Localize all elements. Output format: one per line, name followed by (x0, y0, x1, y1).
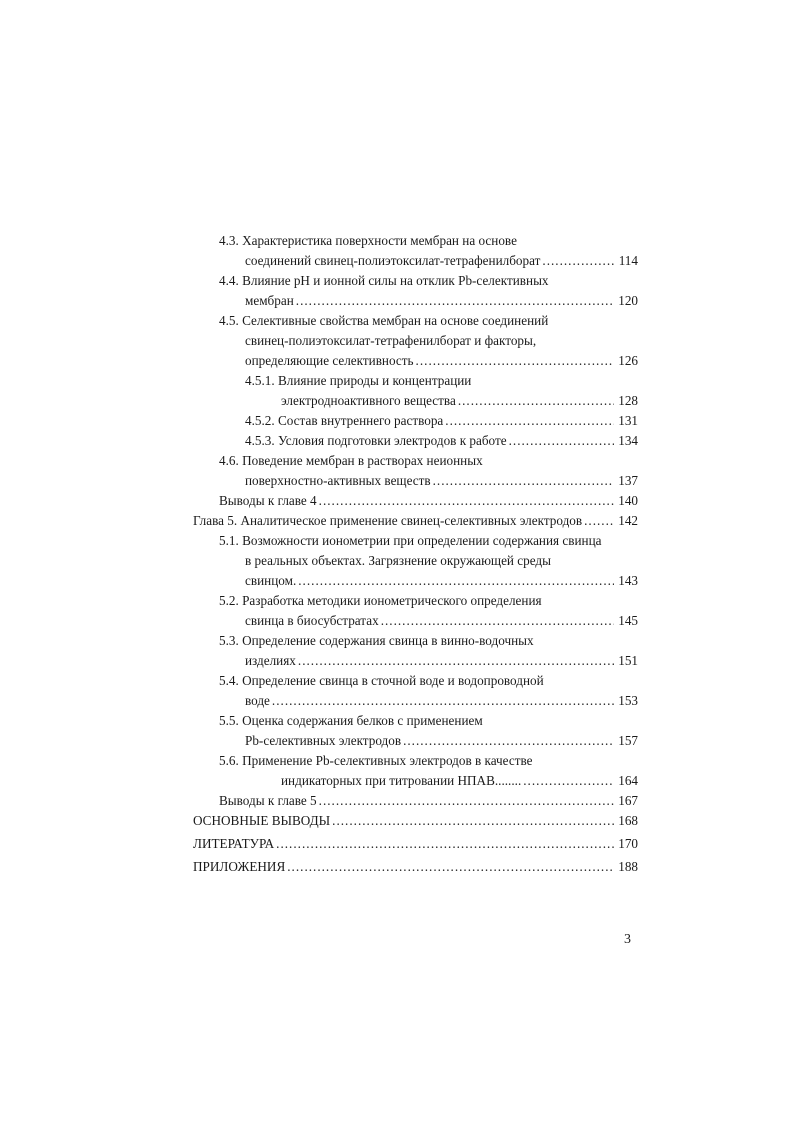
toc-entry (219, 491, 638, 511)
toc-page-number: 168 (618, 813, 638, 828)
toc-leader-dots (296, 291, 614, 311)
toc-entry-title: 4.6. Поведение мембран в растворах неионных (219, 453, 483, 468)
toc-entry (245, 251, 638, 271)
toc-entry-title: соединений свинец-полиэтоксилат-тетрафенилборат (245, 253, 541, 268)
toc-entry-title: ЛИТЕРАТУРА (193, 836, 275, 851)
toc-leader-dots (319, 491, 614, 511)
toc-page-number: 131 (618, 413, 638, 428)
toc-entry (219, 591, 542, 611)
toc-leader-dots (332, 811, 614, 831)
toc-entry (281, 771, 638, 791)
toc-entry (193, 857, 638, 877)
toc-entry-title: ОСНОВНЫЕ ВЫВОДЫ (193, 813, 331, 828)
toc-entry (245, 651, 638, 671)
toc-entry-title: свинца в биосубстратах (245, 613, 379, 628)
toc-entry (219, 231, 517, 251)
toc-entry (245, 691, 638, 711)
toc-leader-dots (319, 791, 614, 811)
toc-entry-title: 4.5.3. Условия подготовки электродов к работе (245, 433, 507, 448)
toc-page-number: 128 (618, 393, 638, 408)
toc-entry (245, 291, 638, 311)
toc-entry-title: воде (245, 693, 270, 708)
toc-entry-title: свинцом. (245, 573, 297, 588)
toc-entry (219, 711, 483, 731)
toc-entry-title: 4.3. Характеристика поверхности мембран на основе (219, 233, 517, 248)
toc-page-number: 188 (618, 859, 638, 874)
toc-page-number: 134 (618, 433, 638, 448)
toc-leader-dots (509, 431, 614, 451)
toc-entry (219, 311, 548, 331)
toc-page-number: 120 (618, 293, 638, 308)
toc-entry-title: в реальных объектах. Загрязнение окружающей среды (245, 553, 551, 568)
toc-entry (245, 431, 638, 451)
toc-entry-title: Выводы к главе 5 (219, 793, 317, 808)
toc-entry-title: Глава 5. Аналитическое применение свинец-селективных электродов (193, 513, 583, 528)
toc-entry (245, 731, 638, 751)
toc-entry-title: 5.4. Определение свинца в сточной воде и водопроводной (219, 673, 544, 688)
toc-leader-dots (381, 611, 614, 631)
toc-entry-title: 4.4. Влияние pH и ионной силы на отклик Pb-селективных (219, 273, 549, 288)
toc-entry-title: 4.5.2. Состав внутреннего раствора (245, 413, 444, 428)
toc-page-number: 164 (618, 773, 638, 788)
toc-entry-title: 5.1. Возможности ионометрии при определении содержания свинца (219, 533, 602, 548)
toc-entry (281, 391, 638, 411)
toc-entry-title: изделиях (245, 653, 296, 668)
page-number: 3 (624, 932, 631, 947)
toc-leader-dots (287, 857, 614, 877)
toc-entry (245, 331, 536, 351)
toc-leader-dots (276, 834, 614, 854)
toc-entry (219, 791, 638, 811)
toc-page-number: 126 (618, 353, 638, 368)
toc-entry-title: свинец-полиэтоксилат-тетрафенилборат и факторы, (245, 333, 537, 348)
toc-leader-dots (458, 391, 614, 411)
toc-entry (193, 511, 638, 531)
toc-page-number: 170 (618, 836, 638, 851)
toc-page-number: 142 (618, 513, 638, 528)
toc-entry (219, 271, 549, 291)
toc-entry-title: индикаторных при титровании НПАВ........ (281, 773, 522, 788)
toc-page-number: 114 (618, 253, 638, 268)
toc-entry (245, 551, 551, 571)
toc-entry-title: мембран (245, 293, 294, 308)
toc-entry (193, 811, 638, 831)
toc-page-number: 151 (618, 653, 638, 668)
toc-leader-dots (433, 471, 614, 491)
toc-leader-dots (298, 571, 614, 591)
toc-entry-title: 4.5.1. Влияние природы и концентрации (245, 373, 472, 388)
toc-page-number: 140 (618, 493, 638, 508)
toc-entry (219, 451, 483, 471)
toc-leader-dots (298, 651, 614, 671)
toc-entry-title: определяющие селективность (245, 353, 414, 368)
toc-entry (245, 371, 471, 391)
toc-entry (245, 471, 638, 491)
toc-leader-dots (445, 411, 614, 431)
toc-leader-dots (272, 691, 614, 711)
toc-leader-dots (542, 251, 614, 271)
toc-entry-title: поверхностно-активных веществ (245, 473, 431, 488)
toc-entry (245, 351, 638, 371)
toc-page-number: 167 (618, 793, 638, 808)
toc-page-number: 143 (618, 573, 638, 588)
toc-entry-title: 5.6. Применение Pb-селективных электродов в качестве (219, 753, 533, 768)
toc-entry-title: 4.5. Селективные свойства мембран на основе соединений (219, 313, 549, 328)
toc-entry (245, 411, 638, 431)
toc-leader-dots (523, 771, 614, 791)
toc-entry (219, 671, 544, 691)
toc-entry-title: 5.5. Оценка содержания белков с применением (219, 713, 483, 728)
toc-entry-title: ПРИЛОЖЕНИЯ (193, 859, 286, 874)
toc-page-number: 157 (618, 733, 638, 748)
toc-entry (219, 751, 532, 771)
toc-entry (245, 571, 638, 591)
toc-entry-title: 5.2. Разработка методики ионометрического определения (219, 593, 542, 608)
toc-entry (219, 531, 602, 551)
toc-leader-dots (584, 511, 614, 531)
toc-leader-dots (403, 731, 614, 751)
toc-leader-dots (416, 351, 614, 371)
toc-entry (193, 834, 638, 854)
toc-entry-title: электродноактивного вещества (281, 393, 456, 408)
toc-page-number: 153 (618, 693, 638, 708)
toc-entry-title: 5.3. Определение содержания свинца в винно-водочных (219, 633, 534, 648)
toc-entry-title: Pb-селективных электродов (245, 733, 402, 748)
toc-page-number: 137 (618, 473, 638, 488)
toc-page-number: 145 (618, 613, 638, 628)
toc-entry (219, 631, 534, 651)
toc-entry-title: Выводы к главе 4 (219, 493, 317, 508)
toc-entry (245, 611, 638, 631)
